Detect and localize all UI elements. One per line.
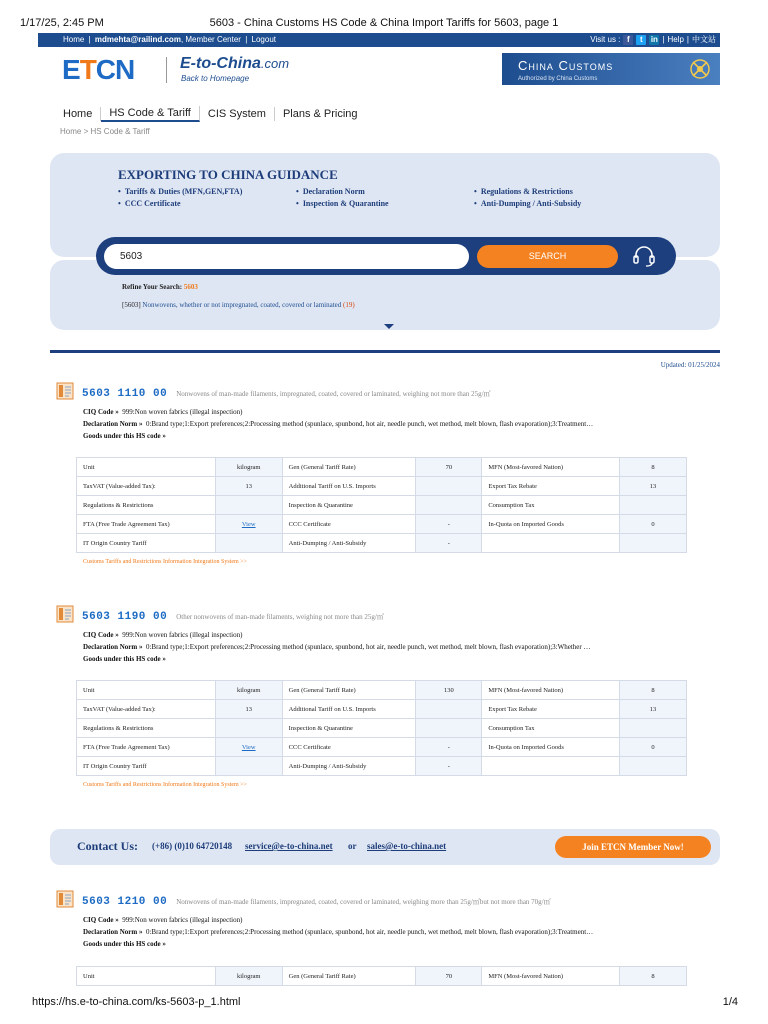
tariff-system-link[interactable]: Customs Tariffs and Restrictions Information Integration System >>: [83, 782, 247, 788]
cell-label: TaxVAT (Value-added Tax):: [77, 477, 216, 496]
cell-value: 130: [416, 681, 482, 700]
cell-value: -: [416, 738, 482, 757]
cell-label: Consumption Tax: [482, 719, 620, 738]
updated-date: Updated: 01/25/2024: [660, 361, 720, 369]
china-customs-subtitle: Authorized by China Customs: [518, 76, 598, 82]
cell-label: Export Tax Rebate: [482, 700, 620, 719]
cell-label: MFN (Most-favored Nation): [482, 967, 620, 986]
ciq-code-row[interactable]: CIQ Code » 999:Non woven fabrics (illegal inspection): [83, 916, 243, 924]
guide-link-inspection[interactable]: • Inspection & Quarantine: [296, 199, 474, 208]
topbar-separator: |: [686, 35, 689, 44]
hs-item: [56, 605, 696, 805]
cell-label: CCC Certificate: [282, 738, 416, 757]
document-icon: [56, 382, 74, 400]
cell-label: [482, 757, 620, 776]
ciq-code-row[interactable]: CIQ Code » 999:Non woven fabrics (illegal inspection): [83, 408, 243, 416]
table-row: [77, 967, 687, 986]
cell-label: Unit: [77, 458, 216, 477]
cell-value: kilogram: [215, 967, 282, 986]
china-customs-banner: [502, 53, 720, 85]
table-row: [77, 757, 687, 776]
cell-value: 8: [620, 967, 687, 986]
contact-strip: [50, 829, 720, 865]
cell-value: -: [416, 534, 482, 553]
collapse-caret-icon[interactable]: [384, 324, 394, 329]
nav-hs-code-tariff[interactable]: HS Code & Tariff: [101, 106, 200, 122]
china-customs-title: China Customs: [518, 58, 614, 73]
tariff-system-link[interactable]: Customs Tariffs and Restrictions Information Integration System >>: [83, 559, 247, 565]
table-row: [77, 719, 687, 738]
cell-label: Regulations & Restrictions: [77, 496, 216, 515]
cell-value: 13: [620, 700, 687, 719]
cell-value: 0: [620, 738, 687, 757]
table-row: [77, 515, 687, 534]
refine-term: 5603: [183, 283, 198, 291]
cell-value: [620, 496, 687, 515]
fta-view-link[interactable]: View: [215, 515, 282, 534]
sales-email-link[interactable]: sales@e-to-china.net: [367, 841, 447, 851]
guidance-title: EXPORTING TO CHINA GUIDANCE: [118, 167, 338, 182]
cell-label: In-Quota on Imported Goods: [482, 738, 620, 757]
headset-support-icon[interactable]: [631, 243, 657, 269]
cell-label: IT Origin Country Tariff: [77, 534, 216, 553]
cell-label: Unit: [77, 967, 216, 986]
cell-value: [416, 719, 482, 738]
cell-label: Gen (General Tariff Rate): [282, 967, 416, 986]
refine-result-item[interactable]: [5603] Nonwovens, whether or not impregnated, coated, covered or laminated (19): [122, 301, 355, 309]
ciq-code-row[interactable]: CIQ Code » 999:Non woven fabrics (illegal inspection): [83, 631, 243, 639]
cell-label: Additional Tariff on U.S. Imports: [282, 700, 416, 719]
cell-label: Regulations & Restrictions: [77, 719, 216, 738]
hs-description: Other nonwovens of man-made filaments, weighing not more than 25g/㎡: [176, 613, 384, 621]
tariff-table: [76, 457, 687, 553]
table-row: [77, 534, 687, 553]
twitter-icon[interactable]: t: [636, 35, 646, 45]
search-button[interactable]: SEARCH: [477, 245, 618, 268]
refine-label: Refine Your Search: 5603: [122, 283, 198, 291]
site-name[interactable]: E-to-China.com: [180, 55, 290, 72]
contact-label: Contact Us:: [77, 839, 138, 853]
topbar-separator: |: [662, 35, 665, 44]
cell-label: FTA (Free Trade Agreement Tax): [77, 738, 216, 757]
topbar-user-email[interactable]: mdmehta@railind.com: [94, 35, 181, 44]
goods-under-code-link[interactable]: Goods under this HS code »: [83, 432, 166, 440]
goods-under-code-link[interactable]: Goods under this HS code »: [83, 940, 166, 948]
facebook-icon[interactable]: f: [623, 35, 633, 45]
hs-item: [56, 382, 696, 582]
cell-label: Export Tax Rebate: [482, 477, 620, 496]
table-row: [77, 738, 687, 757]
hs-item: [56, 890, 696, 990]
join-member-button[interactable]: Join ETCN Member Now!: [555, 836, 711, 858]
nav-cis-system[interactable]: CIS System: [200, 107, 275, 121]
cell-value: kilogram: [215, 681, 282, 700]
print-title: 5603 - China Customs HS Code & China Import Tariffs for 5603, page 1: [209, 17, 559, 29]
cell-value: [416, 700, 482, 719]
section-divider: [50, 350, 720, 353]
topbar-help-link[interactable]: Help: [667, 35, 684, 44]
declaration-norm-row[interactable]: Declaration Norm » 0:Brand type;1:Export preferences;2:Processing method (spunlace, spunbond, hot air, needle punch, wet method, melt blown, flash evaporation);3:Treatment…: [83, 420, 594, 428]
cell-value: [215, 757, 282, 776]
cell-value: 13: [620, 477, 687, 496]
declaration-norm-row[interactable]: Declaration Norm » 0:Brand type;1:Export preferences;2:Processing method (spunlace, spunbond, hot air, needle punch, wet method, melt blown, flash evaporation);3:Whether …: [83, 643, 591, 651]
cell-value: [215, 719, 282, 738]
cell-value: -: [416, 757, 482, 776]
cell-label: MFN (Most-favored Nation): [482, 681, 620, 700]
linkedin-icon[interactable]: in: [650, 34, 658, 44]
tariff-table: [76, 966, 687, 986]
print-page-number: 1/4: [722, 996, 738, 1008]
cell-value: 0: [620, 515, 687, 534]
topbar-chinese-link[interactable]: 中文站: [692, 35, 716, 44]
table-row: [77, 700, 687, 719]
cell-label: CCC Certificate: [282, 515, 416, 534]
print-footer: [0, 994, 768, 1024]
print-url: https://hs.e-to-china.com/ks-5603-p_1.html: [32, 996, 241, 1008]
cell-label: FTA (Free Trade Agreement Tax): [77, 515, 216, 534]
cell-label: Gen (General Tariff Rate): [282, 458, 416, 477]
cell-label: Unit: [77, 681, 216, 700]
guide-link-declaration[interactable]: • Declaration Norm: [296, 187, 474, 196]
hs-code-link[interactable]: 5603 1190 00: [82, 611, 168, 623]
contact-phone: (+86) (0)10 64720148: [152, 841, 233, 851]
etcn-logo[interactable]: ETCN: [62, 54, 135, 85]
cell-value: 70: [416, 458, 482, 477]
main-nav: [55, 104, 366, 124]
cell-label: Inspection & Quarantine: [282, 719, 416, 738]
cell-value: 8: [620, 458, 687, 477]
customs-emblem-icon: [686, 56, 714, 82]
cell-value: kilogram: [215, 458, 282, 477]
topbar-separator: |: [245, 35, 248, 44]
fta-view-link[interactable]: View: [215, 738, 282, 757]
cell-label: In-Quota on Imported Goods: [482, 515, 620, 534]
search-input[interactable]: [104, 244, 469, 269]
cell-label: Anti-Dumping / Anti-Subsidy: [282, 757, 416, 776]
cell-value: -: [416, 515, 482, 534]
visit-us-label: Visit us :: [590, 35, 621, 44]
guide-link-regulations[interactable]: • Regulations & Restrictions: [474, 187, 674, 196]
cell-value: 13: [215, 477, 282, 496]
table-row: [77, 458, 687, 477]
breadcrumb[interactable]: Home > HS Code & Tariff: [60, 127, 150, 136]
cell-label: TaxVAT (Value-added Tax):: [77, 700, 216, 719]
cell-label: Additional Tariff on U.S. Imports: [282, 477, 416, 496]
hs-code-link[interactable]: 5603 1210 00: [82, 896, 168, 908]
guide-link-ccc[interactable]: • CCC Certificate: [118, 199, 296, 208]
table-row: [77, 681, 687, 700]
declaration-norm-row[interactable]: Declaration Norm » 0:Brand type;1:Export preferences;2:Processing method (spunlace, spunbond, hot air, needle punch, wet method, melt blown, flash evaporation);3:Treatment…: [83, 928, 594, 936]
hs-description: Nonwovens of man-made filaments, impregnated, coated, covered or laminated, weighing not more than 25g/㎡: [176, 390, 491, 398]
cell-value: 70: [416, 967, 482, 986]
refine-result-count: (19): [343, 301, 355, 309]
cell-value: [215, 534, 282, 553]
nav-plans-pricing[interactable]: Plans & Pricing: [282, 108, 358, 120]
cell-value: [416, 477, 482, 496]
hs-description: Nonwovens of man-made filaments, impregnated, coated, covered or laminated, weighing more than 25g/㎡but not more than 70g/㎡: [176, 898, 551, 906]
cell-label: [482, 534, 620, 553]
search-bar: [96, 237, 676, 275]
logo-divider: [166, 57, 167, 83]
hs-code-link[interactable]: 5603 1110 00: [82, 388, 168, 400]
topbar-logout-link[interactable]: Logout: [251, 35, 276, 44]
cell-label: Consumption Tax: [482, 496, 620, 515]
cell-label: MFN (Most-favored Nation): [482, 458, 620, 477]
nav-home[interactable]: Home: [55, 107, 101, 121]
print-datetime: 1/17/25, 2:45 PM: [20, 17, 104, 29]
cell-value: [416, 496, 482, 515]
cell-label: Gen (General Tariff Rate): [282, 681, 416, 700]
table-row: [77, 477, 687, 496]
document-icon: [56, 605, 74, 623]
document-icon: [56, 890, 74, 908]
topbar-member-center-link[interactable]: , Member Center: [180, 35, 241, 44]
back-to-homepage-link[interactable]: Back to Homepage: [181, 74, 250, 83]
topbar-home-link[interactable]: Home: [63, 35, 85, 44]
cell-label: IT Origin Country Tariff: [77, 757, 216, 776]
cell-value: [620, 757, 687, 776]
guide-link-antidumping[interactable]: • Anti-Dumping / Anti-Subsidy: [474, 199, 674, 208]
table-row: [77, 496, 687, 515]
service-email-link[interactable]: service@e-to-china.net: [245, 841, 333, 851]
cell-value: [215, 496, 282, 515]
cell-value: 8: [620, 681, 687, 700]
cell-label: Inspection & Quarantine: [282, 496, 416, 515]
topbar-separator: |: [88, 35, 91, 44]
guide-link-tariffs[interactable]: • Tariffs & Duties (MFN,GEN,FTA): [118, 187, 296, 196]
cell-label: Anti-Dumping / Anti-Subsidy: [282, 534, 416, 553]
cell-value: [620, 534, 687, 553]
contact-or: or: [348, 841, 357, 851]
tariff-table: [76, 680, 687, 776]
print-header: [0, 0, 768, 32]
cell-value: [620, 719, 687, 738]
brand-header: [38, 47, 720, 99]
refine-result-link[interactable]: Nonwovens, whether or not impregnated, coated, covered or laminated: [142, 301, 342, 309]
cell-value: 13: [215, 700, 282, 719]
goods-under-code-link[interactable]: Goods under this HS code »: [83, 655, 166, 663]
top-utility-bar: [38, 33, 720, 47]
